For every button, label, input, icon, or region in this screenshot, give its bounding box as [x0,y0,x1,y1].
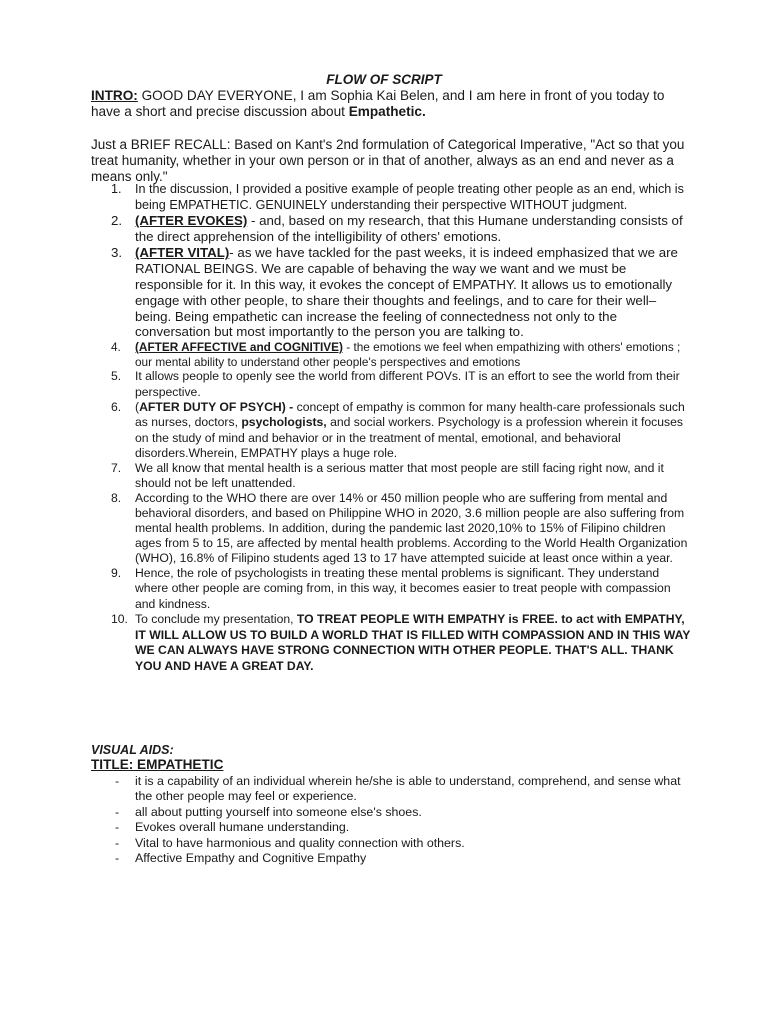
intro-paragraph [91,88,691,120]
list-item [91,213,691,245]
bullet-text: Affective Empathy and Cognitive Empathy [135,851,367,866]
list-item [91,805,691,820]
intro-text: GOOD DAY EVERYONE, I am Sophia Kai Belen, and I am here in front of you today to have a short and precise discussion about [91,88,665,119]
bullet-dash: - [115,820,120,835]
list-item [91,245,691,340]
bullet-text: it is a capability of an individual wherein he/she is able to understand, comprehend, and sense what the other people may feel or experience. [135,774,681,804]
item-number: 3. [111,245,123,261]
list-item [91,820,691,835]
item-label: (AFTER VITAL) [135,245,230,261]
script-list [91,182,691,675]
item-number: 2. [111,213,123,228]
visual-aids-title [91,757,223,773]
item-number: 5. [111,369,122,384]
list-item [91,182,691,213]
recall-paragraph: Just a BRIEF RECALL: Based on Kant's 2nd formulation of Categorical Imperative, "Act so that you treat humanity, whether in your own person or in that of another, always as an end and never as a means only." [91,137,685,184]
visual-aids-list [91,774,691,866]
item-text: - as we have tackled for the past weeks, it is indeed emphasized that we are RATIONAL BEINGS. We are capable of behaving the way we want and we must be responsible for it. In this way, it evokes the concept of EMPATHY. It allows us to emotionally engage with other people, to share their thoughts and feelings, and to care for their well–being. Being empathetic can increase the feeling of connectedness not only to the conversation but most importantly to the person you are talking to. [135,245,678,340]
item-text: To conclude my presentation, [135,612,297,627]
bullet-dash: - [115,774,120,788]
list-item [91,369,691,400]
item-label: (AFTER AFFECTIVE and COGNITIVE) [135,340,343,355]
item-bold-text: psychologists, [241,415,327,430]
list-item [91,774,691,805]
item-number: 4. [111,340,121,355]
list-item [91,340,691,369]
item-number: 6. [111,400,122,415]
item-text: and social workers. Psychology is a profession wherein it focuses on the study of mind and behavior or in the treatment of mental, emotional, and behavioral disorders.Wherein, EMPATHY plays a huge role. [135,415,684,460]
item-number: 1. [111,182,122,196]
list-item [91,612,691,674]
item-text: concept of empathy is common for many health-care professionals such as nurses, doctors, [135,400,685,430]
bullet-dash: - [115,804,120,819]
item-number: 8. [111,490,122,505]
visual-aids-heading: VISUAL AIDS: [91,743,174,757]
item-text: - and, based on my research, that this Humane understanding consists of the direct apprehension of the intelligibility of others' emotions. [135,213,683,245]
title-label: TITLE: EMPATHETIC [91,757,224,772]
list-item [91,491,691,566]
item-label: AFTER DUTY OF PSYCH) - [139,400,297,415]
item-number: 10. [111,612,128,627]
list-item [91,851,691,866]
bullet-dash: - [115,851,120,866]
item-text: Hence, the role of psychologists in treating these mental problems is significant. They understand where other people are coming from, in this way, it becomes easier to treat people with compassion and kindness. [135,566,671,611]
item-number: 7. [111,461,122,475]
item-text: It allows people to openly see the world from different POVs. IT is an effort to see the world from their perspective. [135,369,680,399]
item-bold-text: TO TREAT PEOPLE WITH EMPATHY is FREE. to act with EMPATHY, IT WILL ALLOW US TO BUILD A WORLD THAT IS FILLED WITH COMPASSION AND IN THIS WAY WE CAN ALWAYS HAVE STRONG CONNECTION WITH OTHER PEOPLE. THAT'S ALL. THANK YOU AND HAVE A GREAT DAY. [135,612,691,674]
bullet-text: Evokes overall humane understanding. [135,820,350,835]
item-text: - the emotions we feel when empathizing with others' emotions ; our mental ability to understand other people's perspectives and emotions [135,340,681,369]
item-prefix: ( [135,400,140,415]
intro-label: INTRO: [91,88,138,103]
item-label: (AFTER EVOKES) [135,213,248,228]
intro-emphasis: Empathetic. [348,104,426,119]
list-item [91,836,691,851]
item-text: We all know that mental health is a serious matter that most people are still facing right now, and it should not be left unattended. [135,461,664,490]
bullet-text: all about putting yourself into someone else's shoes. [135,804,422,819]
item-text: In the discussion, I provided a positive example of people treating other people as an end, which is being EMPATHETIC. GENUINELY understanding their perspective WITHOUT judgment. [135,182,684,212]
list-item [91,566,691,612]
document-title: FLOW OF SCRIPT [326,72,442,87]
bullet-text: Vital to have harmonious and quality connection with others. [135,835,465,850]
item-text: According to the WHO there are over 14% or 450 million people who are suffering from mental and behavioral disorders, and based on Philippine WHO in 2020, 3.6 million people are also suffering from mental health problems. In addition, during the pandemic last 2020,10% to 15% of Filipino children ages from 5 to 15, are affected by mental health problems. According to the World Health Organization (WHO), 16.8% of Filipino students aged 13 to 17 have attempted suicide at least once within a year. [135,490,688,565]
bullet-dash: - [115,835,120,850]
item-number: 9. [111,566,122,581]
list-item [91,461,691,491]
list-item [91,400,691,461]
